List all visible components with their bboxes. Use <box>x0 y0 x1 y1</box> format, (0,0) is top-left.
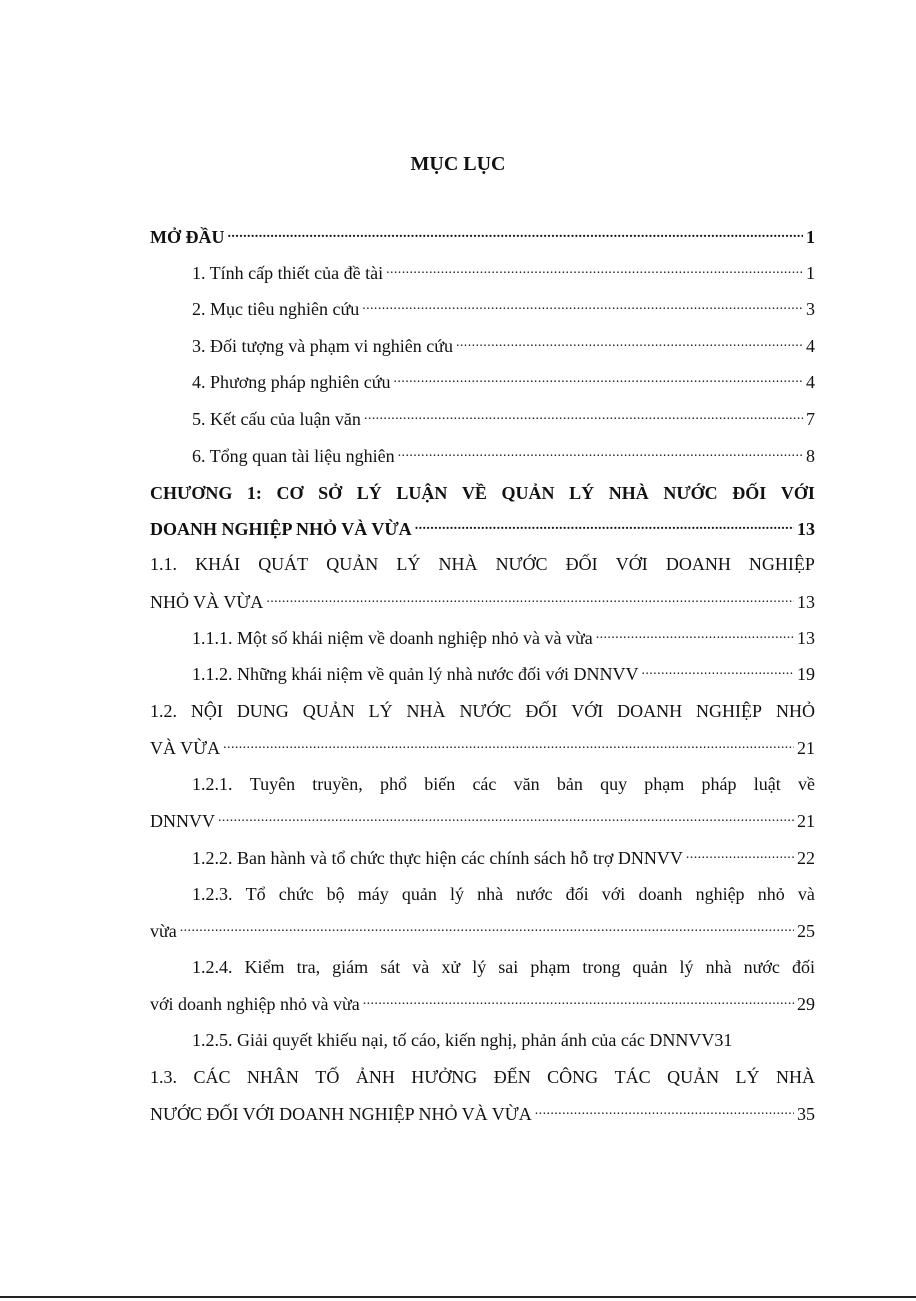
heading-word: HƯỞNG <box>411 1067 478 1087</box>
heading-word: KHÁI <box>195 554 241 574</box>
toc-entry-label: vừa <box>150 921 177 941</box>
toc-entry-label: DNNVV <box>150 811 215 831</box>
dot-leader <box>364 408 803 430</box>
toc-page-number: 19 <box>797 664 815 684</box>
heading-word: NGHIỆP <box>748 554 815 574</box>
heading-word: Tổ <box>245 884 266 904</box>
heading-word: bản <box>556 774 583 794</box>
heading-word: ĐỐI <box>565 554 598 574</box>
heading-word: LÝ <box>569 483 595 503</box>
heading-word: TỐ <box>315 1067 340 1087</box>
heading-word: nghiệp <box>695 884 745 904</box>
heading-word: CHƯƠNG <box>150 483 233 503</box>
dot-leader <box>398 445 803 467</box>
toc-entry-label: NHỎ VÀ VỪA <box>150 592 264 612</box>
dot-leader <box>223 737 794 759</box>
dot-leader <box>641 663 794 685</box>
toc-entry[interactable] <box>192 262 815 284</box>
heading-word: các <box>472 774 497 794</box>
heading-word: NHÀ <box>438 554 478 574</box>
heading-word: sai <box>498 957 519 977</box>
heading-word: quản <box>401 884 437 904</box>
heading-word: phạm <box>530 957 571 977</box>
heading-word: NƯỚC <box>663 483 718 503</box>
heading-word: nước <box>516 884 553 904</box>
heading-word: NƯỚC <box>459 701 512 721</box>
heading-word: xử <box>441 957 461 977</box>
heading-word: 1.2.1. <box>192 774 233 794</box>
toc-entry-label: 2. Mục tiêu nghiên cứu <box>192 299 360 319</box>
heading-word: ẢNH <box>355 1067 395 1087</box>
heading-word: QUẢN <box>667 1067 720 1087</box>
toc-entry-line[interactable] <box>192 773 815 795</box>
heading-word: và <box>412 957 430 977</box>
toc-entry-line[interactable] <box>192 883 815 905</box>
heading-word: lý <box>472 957 487 977</box>
heading-word: trong <box>582 957 621 977</box>
toc-entry-label: 3. Đối tượng và phạm vi nghiên cứu <box>192 336 453 356</box>
heading-word: chức <box>278 884 314 904</box>
heading-word: NHÀ <box>406 701 446 721</box>
heading-word: LÝ <box>356 483 382 503</box>
toc-section-heading-line[interactable] <box>150 700 815 722</box>
heading-word: VỚI <box>571 701 604 721</box>
heading-word: đối <box>791 957 815 977</box>
toc-chapter-entry[interactable] <box>150 518 815 540</box>
heading-word: quy <box>600 774 628 794</box>
heading-word: QUÁT <box>258 554 309 574</box>
toc-entry-label: VÀ VỪA <box>150 738 221 758</box>
toc-page-number: 4 <box>806 372 815 392</box>
dot-leader <box>596 627 794 649</box>
toc-entry-label: 1.1.1. Một số khái niệm về doanh nghiệp nhỏ và và vừa <box>192 628 593 648</box>
toc-page-number: 13 <box>797 519 815 539</box>
toc-entry[interactable] <box>150 993 815 1015</box>
dot-leader <box>266 591 794 613</box>
toc-section-heading-line[interactable] <box>150 553 815 575</box>
toc-entry-label: NƯỚC ĐỐI VỚI DOANH NGHIỆP NHỎ VÀ VỪA <box>150 1104 532 1124</box>
heading-word: DOANH <box>617 701 683 721</box>
toc-chapter-heading-line[interactable] <box>150 482 815 504</box>
toc-page-number: 8 <box>806 446 815 466</box>
toc-section-heading-line[interactable] <box>150 1066 815 1088</box>
heading-word: pháp <box>701 774 737 794</box>
toc-entry-mo-dau[interactable] <box>150 226 815 248</box>
toc-entry[interactable] <box>150 810 815 832</box>
toc-page-number: 29 <box>797 994 815 1014</box>
heading-word: nhỏ <box>757 884 785 904</box>
heading-word: CÔNG <box>547 1067 599 1087</box>
toc-entry[interactable] <box>192 1029 832 1051</box>
heading-word: truyền, <box>312 774 363 794</box>
heading-word: 1.2. <box>150 701 177 721</box>
heading-word: NHỎ <box>775 701 815 721</box>
dot-leader <box>686 847 794 869</box>
page-bottom-border <box>0 1296 916 1298</box>
toc-entry-label: 1.1.2. Những khái niệm về quản lý nhà nước đối với DNNVV <box>192 664 639 684</box>
heading-word: phạm <box>644 774 685 794</box>
heading-word: tra, <box>296 957 321 977</box>
toc-entry[interactable] <box>150 920 815 942</box>
heading-word: giám <box>332 957 369 977</box>
heading-word: LÝ <box>368 701 393 721</box>
heading-word: CÁC <box>193 1067 231 1087</box>
heading-word: NHÀ <box>608 483 649 503</box>
toc-page-number: 25 <box>797 921 815 941</box>
page-title: MỤC LỤC <box>410 153 506 175</box>
heading-word: với <box>601 884 626 904</box>
heading-word: NỘI <box>190 701 223 721</box>
heading-word: lý <box>449 884 464 904</box>
toc-page-number: 22 <box>797 848 815 868</box>
toc-entry-label: MỞ ĐẦU <box>150 227 225 247</box>
toc-entry-label: 1. Tính cấp thiết của đề tài <box>192 263 384 283</box>
toc-page-number: 7 <box>806 409 815 429</box>
heading-word: nhà <box>477 884 504 904</box>
dot-leader <box>228 226 804 248</box>
toc-page-number: 21 <box>797 811 815 831</box>
toc-entry[interactable] <box>192 408 815 430</box>
dot-leader <box>218 810 794 832</box>
heading-word: ĐẾN <box>493 1067 531 1087</box>
dot-leader <box>386 262 803 284</box>
heading-word: TÁC <box>614 1067 651 1087</box>
heading-word: về <box>797 774 815 794</box>
toc-entry[interactable] <box>192 663 815 685</box>
toc-page-number: 13 <box>797 592 815 612</box>
toc-entry-label: 6. Tổng quan tài liệu nghiên <box>192 446 395 466</box>
heading-word: VỀ <box>461 483 487 503</box>
heading-word: VỚI <box>615 554 648 574</box>
dot-leader <box>362 298 803 320</box>
heading-word: doanh <box>638 884 683 904</box>
heading-word: DOANH <box>665 554 731 574</box>
heading-word: lý <box>679 957 694 977</box>
dot-leader <box>363 993 794 1015</box>
heading-word: 1.2.4. <box>192 957 233 977</box>
heading-word: biến <box>424 774 456 794</box>
heading-word: 1.3. <box>150 1067 177 1087</box>
toc-entry[interactable] <box>192 847 815 869</box>
toc-entry[interactable] <box>192 627 815 649</box>
toc-page-number: 35 <box>797 1104 815 1124</box>
toc-entry[interactable] <box>192 298 815 320</box>
heading-word: và <box>797 884 815 904</box>
toc-section-entry[interactable] <box>150 1103 815 1125</box>
heading-word: máy <box>357 884 389 904</box>
heading-word: LUẬN <box>396 483 448 503</box>
toc-page-number: 21 <box>797 738 815 758</box>
toc-entry-label: với doanh nghiệp nhỏ và vừa <box>150 994 360 1014</box>
heading-word: 1: <box>246 483 262 503</box>
heading-word: 1.1. <box>150 554 177 574</box>
heading-word: CƠ <box>276 483 304 503</box>
toc-entry[interactable] <box>192 371 815 393</box>
heading-word: đối <box>565 884 589 904</box>
heading-word: ĐỐI <box>525 701 558 721</box>
toc-page-number: 3 <box>806 299 815 319</box>
dot-leader <box>180 920 794 942</box>
toc-page-number: 4 <box>806 336 815 356</box>
heading-word: QUẢN <box>326 554 379 574</box>
heading-word: VỚI <box>780 483 815 503</box>
toc-entry[interactable] <box>192 445 815 467</box>
heading-word: ĐỐI <box>732 483 767 503</box>
heading-word: quản <box>632 957 668 977</box>
dot-leader <box>456 335 803 357</box>
heading-word: Kiểm <box>244 957 285 977</box>
heading-word: sát <box>380 957 401 977</box>
toc-entry-label: 1.2.2. Ban hành và tổ chức thực hiện các chính sách hỗ trợ DNNVV <box>192 848 683 868</box>
toc-page-number: 1 <box>806 263 815 283</box>
heading-word: QUẢN <box>501 483 555 503</box>
heading-word: luật <box>753 774 781 794</box>
heading-word: văn <box>513 774 540 794</box>
toc-entry-label: 4. Phương pháp nghiên cứu <box>192 372 391 392</box>
heading-word: LÝ <box>735 1067 760 1087</box>
toc-section-entry[interactable] <box>150 591 815 613</box>
toc-page-number: 13 <box>797 628 815 648</box>
heading-word: NHÀ <box>775 1067 815 1087</box>
heading-word: nhà <box>705 957 732 977</box>
toc-entry-label: 1.2.5. Giải quyết khiếu nại, tố cáo, kiến nghị, phản ánh của các DNNVV31 <box>192 1030 733 1050</box>
heading-word: NƯỚC <box>495 554 548 574</box>
dot-leader <box>415 518 794 540</box>
toc-entry-label: 5. Kết cấu của luận văn <box>192 409 361 429</box>
heading-word: DUNG <box>236 701 289 721</box>
heading-word: phổ <box>380 774 407 794</box>
toc-entry[interactable] <box>192 335 815 357</box>
dot-leader <box>394 371 803 393</box>
toc-page-number: 1 <box>806 227 815 247</box>
heading-word: SỞ <box>318 483 343 503</box>
heading-word: 1.2.3. <box>192 884 233 904</box>
heading-word: LÝ <box>396 554 421 574</box>
toc-entry-label: DOANH NGHIỆP NHỎ VÀ VỪA <box>150 519 412 539</box>
dot-leader <box>535 1103 794 1125</box>
heading-word: nước <box>743 957 780 977</box>
toc-entry-line[interactable] <box>192 956 815 978</box>
heading-word: NGHIỆP <box>696 701 763 721</box>
toc-section-entry[interactable] <box>150 737 815 759</box>
heading-word: Tuyên <box>249 774 296 794</box>
heading-word: bộ <box>326 884 345 904</box>
heading-word: QUẢN <box>302 701 355 721</box>
heading-word: NHÂN <box>246 1067 299 1087</box>
